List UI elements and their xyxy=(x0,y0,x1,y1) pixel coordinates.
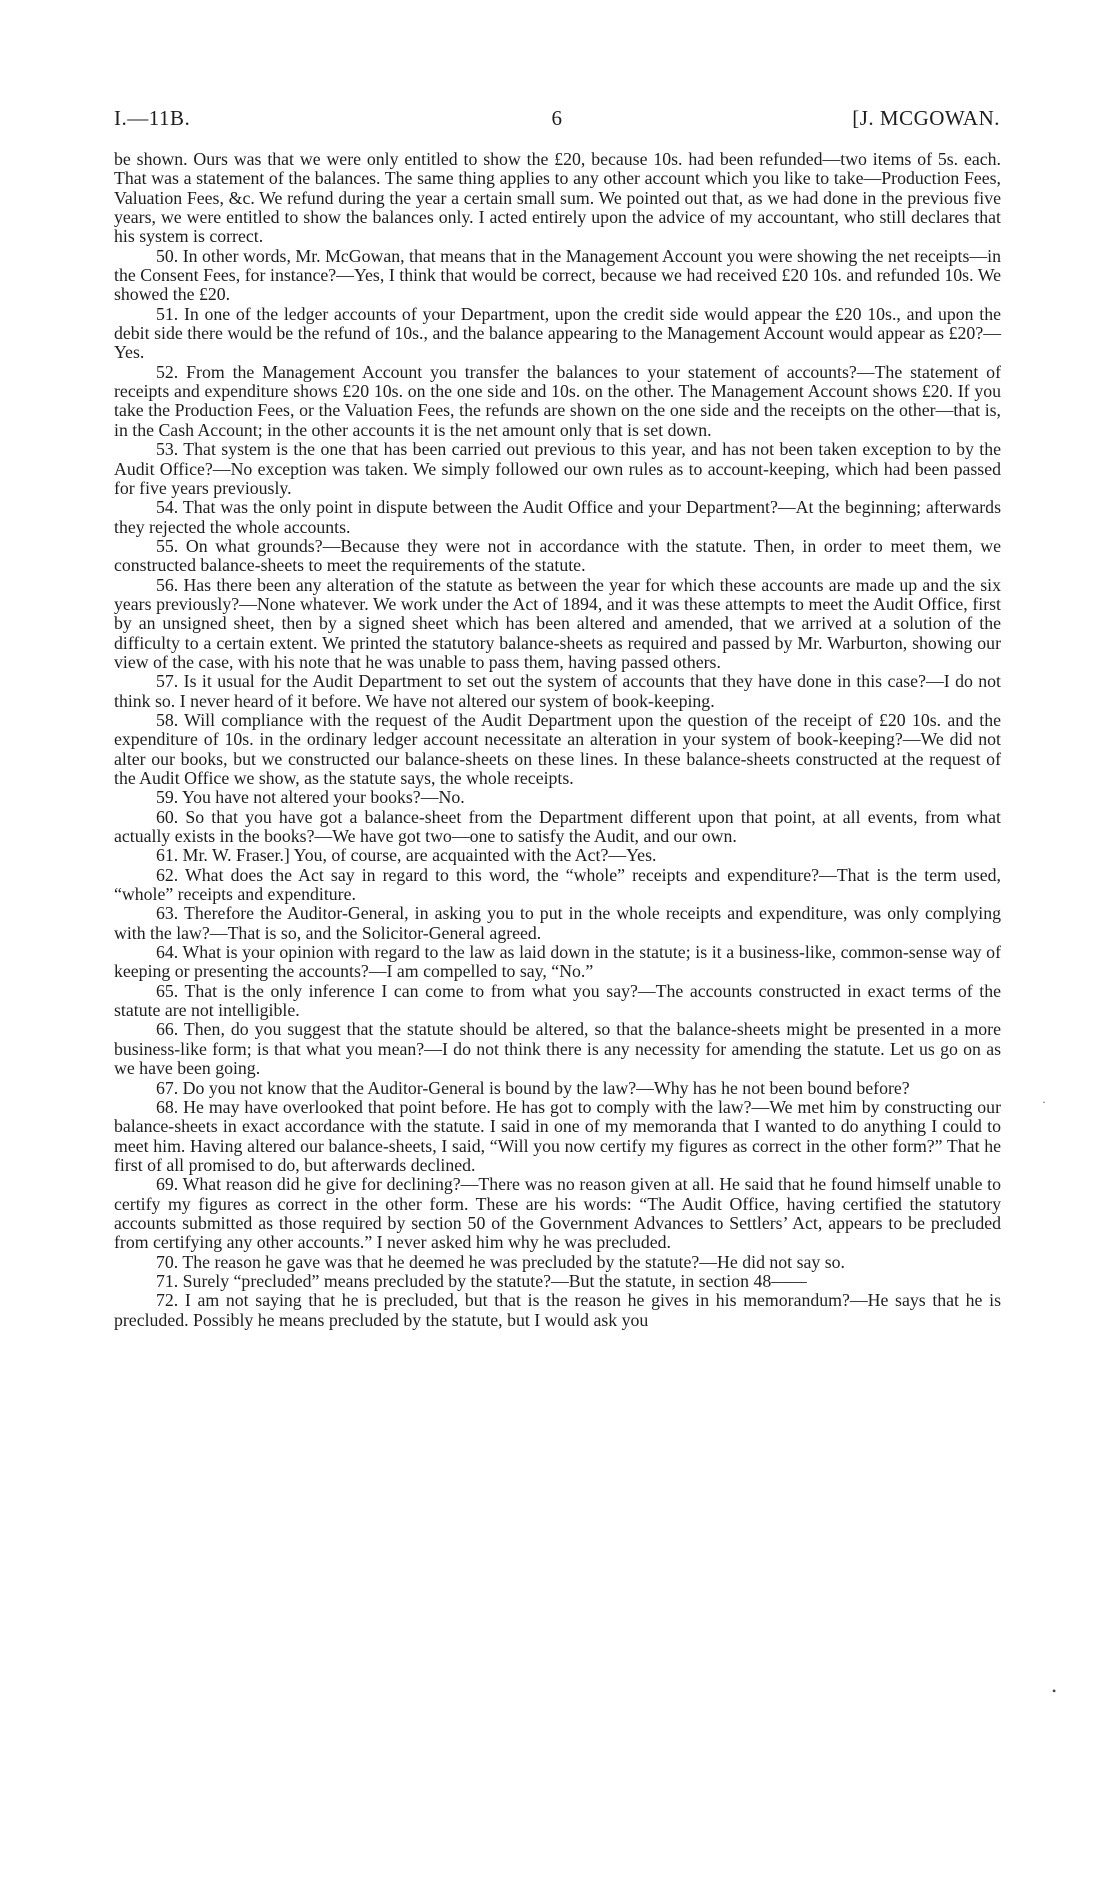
question-66: 66. Then, do you suggest that the statute should be altered, so that the balance-sheets might be presented in a more business-like form; is that what you mean?—I do not think there is any necessity for amending the statute. Let us go on as we have been going. xyxy=(114,1019,1001,1079)
question-51: 51. In one of the ledger accounts of your Department, upon the credit side would appear the £20 10s., and upon the debit side there would be the refund of 10s., and the balance appearing to the Management Account would appear as £20?—Yes. xyxy=(114,303,1001,363)
margin-speck: • xyxy=(1052,1684,1057,1698)
question-55: 55. On what grounds?—Because they were not in accordance with the statute. Then, in order to meet them, we constructed balance-sheets to meet the requirements of the statute. xyxy=(114,535,1001,576)
running-header xyxy=(114,106,1000,134)
question-68: 68. He may have overlooked that point before. He has got to comply with the law?—We met him by constructing our balance-sheets in exact accordance with the statute. I said in one of my memoranda that I wanted to do anything I could to meet him. Having altered our balance-sheets, I said, “Will you now certify my figures as correct in the other form?” That he first of all promised to do, but afterwards declined. xyxy=(114,1096,1001,1175)
margin-speck: · xyxy=(1042,1095,1046,1109)
question-54: 54. That was the only point in dispute between the Audit Office and your Department?—At the beginning; afterwards they rejected the whole accounts. xyxy=(114,497,1001,537)
question-71: 71. Surely “precluded” means precluded by the statute?—But the statute, in section 48—— xyxy=(156,1270,807,1291)
question-56: 56. Has there been any alteration of the statute as between the year for which these accounts are made up and the six years previously?—None whatever. We work under the Act of 1894, and it was these attempts to meet the Audit Office, first by an unsigned sheet, then by a signed sheet which has been altered and amended, that we arrived at a solution of the difficulty to a certain extent. We printed the statutory balance-sheets as required and passed by Mr. Warburton, showing our view of the case, with his note that he was unable to pass them, having passed others. xyxy=(114,574,1001,672)
question-67: 67. Do you not know that the Auditor-General is bound by the law?—Why has he not been bound before? xyxy=(156,1077,910,1098)
evidence-text xyxy=(114,150,1001,1330)
witness-name: [J. MCGOWAN. xyxy=(852,106,1000,130)
question-52: 52. From the Management Account you transfer the balances to your statement of accounts?—The statement of receipts and expenditure shows £20 10s. on the one side and 10s. on the other. The Management Account shows £20. If you take the Production Fees, or the Valuation Fees, the refunds are shown on the one side and the receipts on the other—that is, in the Cash Account; in the other accounts it is the net amount only that is set down. xyxy=(114,361,1001,440)
question-69: 69. What reason did he give for declining?—There was no reason given at all. He said that he found himself unable to certify my figures as correct in the other form. These are his words: “The Audit Office, having certified the statutory accounts submitted as those required by section 50 of the Government Advances to Settlers’ Act, appears to be precluded from certifying any other accounts.” I never asked him why he was precluded. xyxy=(114,1174,1001,1253)
question-64: 64. What is your opinion with regard to the law as laid down in the statute; is it a business-like, common-sense way of keeping or presenting the accounts?—I am compelled to say, “No.” xyxy=(114,942,1001,982)
question-63: 63. Therefore the Auditor-General, in asking you to put in the whole receipts and expenditure, was only complying with the law?—That is so, and the Solicitor-General agreed. xyxy=(114,903,1001,943)
question-58: 58. Will compliance with the request of the Audit Department upon the question of the receipt of £20 10s. and the expenditure of 10s. in the ordinary ledger account necessitate an alteration in your system of book-keeping?—We did not alter our books, but we constructed our balance-sheets on these lines. In these balance-sheets constructed at the request of the Audit Office we show, as the statute says, the whole receipts. xyxy=(114,709,1001,788)
question-50: 50. In other words, Mr. McGowan, that means that in the Management Account you were showing the net receipts—in the Consent Fees, for instance?—Yes, I think that would be correct, because we had received £20 10s. and refunded 10s. We showed the £20. xyxy=(114,245,1001,305)
page-number: 6 xyxy=(551,106,563,130)
question-65: 65. That is the only inference I can come to from what you say?—The accounts constructed in exact terms of the statute are not intelligible. xyxy=(114,980,1001,1021)
continued-paragraph: be shown. Ours was that we were only entitled to show the £20, because 10s. had been refunded—two items of 5s. each. That was a statement of the balances. The same thing applies to any other account which you like to take—Production Fees, Valuation Fees, &c. We refund during the year a certain small sum. We pointed out that, as we had done in the previous five years, we were entitled to show the balances only. I acted entirely upon the advice of my accountant, who still declares that his system is correct. xyxy=(114,149,1001,247)
question-57: 57. Is it usual for the Audit Department to set out the system of accounts that they have done in this case?—I do not think so. I never heard of it before. We have not altered our system of book-keeping. xyxy=(114,671,1001,711)
question-62: 62. What does the Act say in regard to this word, the “whole” receipts and expenditure?—That is the term used, “whole” receipts and expenditure. xyxy=(114,864,1001,905)
question-72: 72. I am not saying that he is precluded, but that is the reason he gives in his memorandum?—He says that he is precluded. Possibly he means precluded by the statute, but I would ask you xyxy=(114,1290,1001,1330)
question-60: 60. So that you have got a balance-sheet from the Department different upon that point, at all events, from what actually exists in the books?—We have got two—one to satisfy the Audit, and our own. xyxy=(114,806,1001,847)
question-70: 70. The reason he gave was that he deemed he was precluded by the statute?—He did not say so. xyxy=(156,1251,845,1272)
question-53: 53. That system is the one that has been carried out previous to this year, and has not been taken exception to by the Audit Office?—No exception was taken. We simply followed our own rules as to account-keeping, which had been passed for five years previously. xyxy=(114,439,1001,498)
question-59: 59. You have not altered your books?—No. xyxy=(156,787,465,808)
paper-reference: I.—11B. xyxy=(114,106,191,130)
question-61: 61. Mr. W. Fraser.] You, of course, are acquainted with the Act?—Yes. xyxy=(156,845,657,866)
